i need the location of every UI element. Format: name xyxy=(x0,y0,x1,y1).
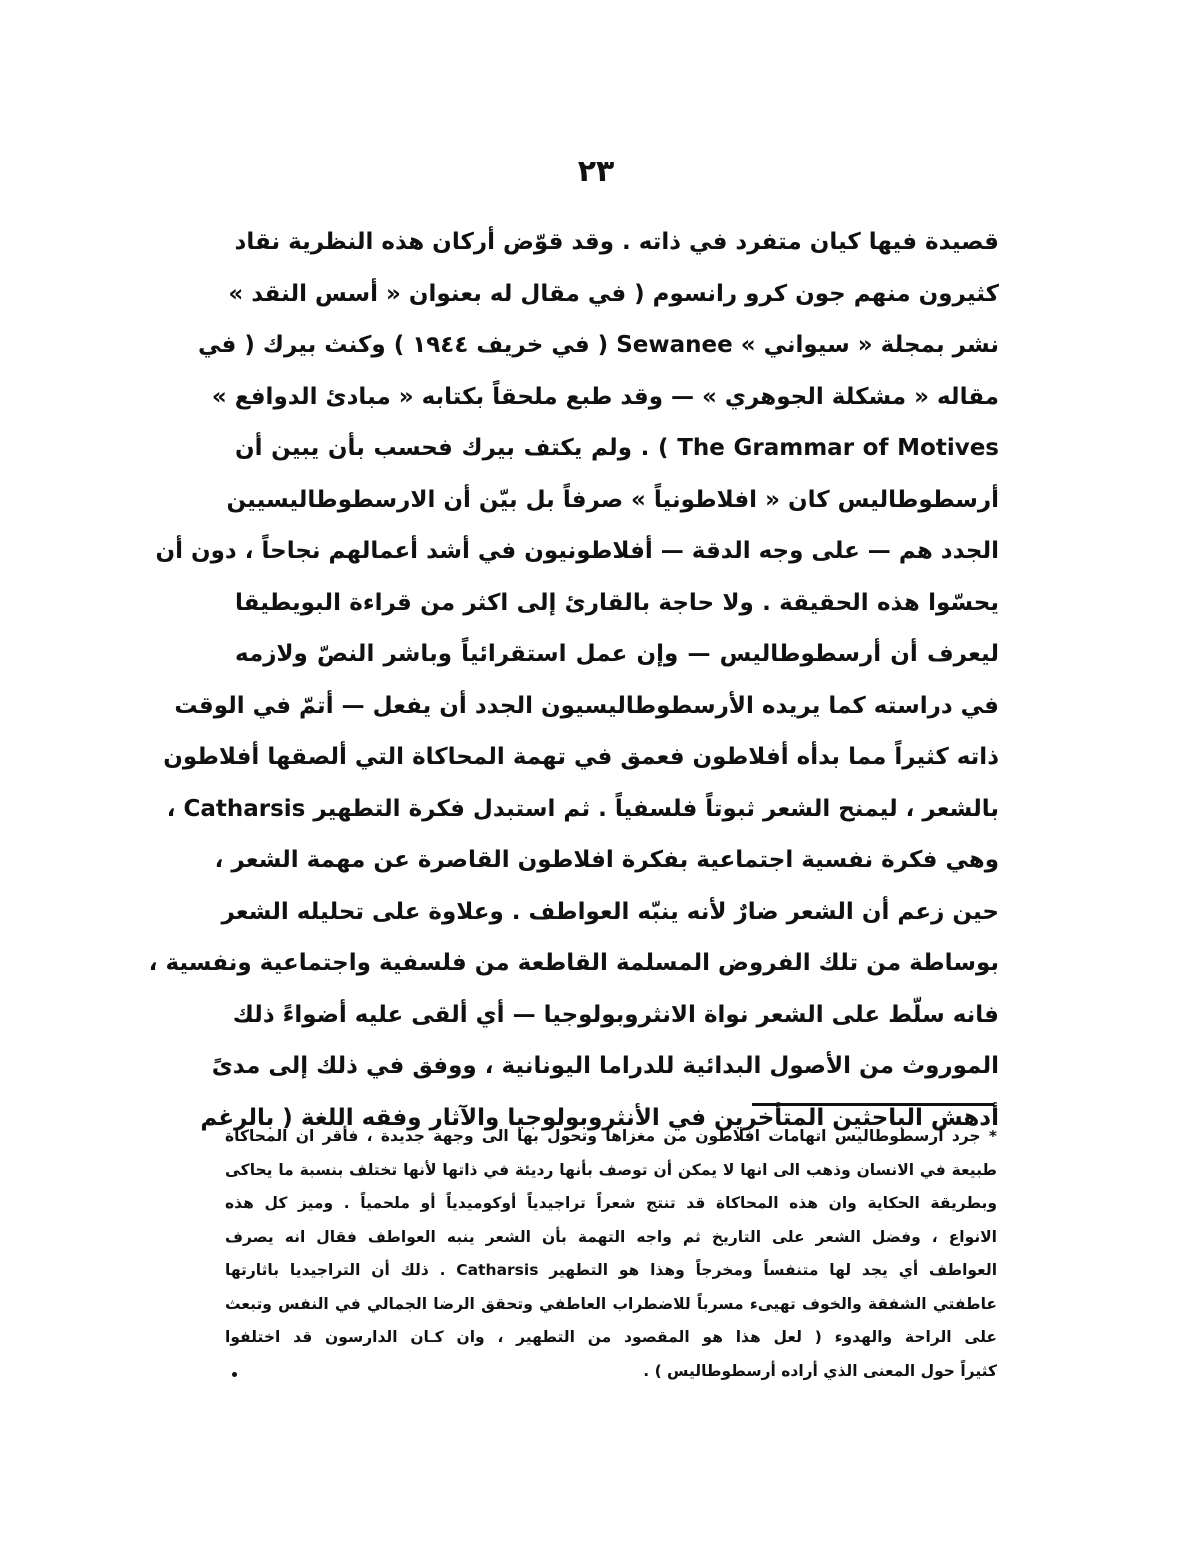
footnote-line: العواطف أي يجد لها متنفساً ومخرجاً وهذا هو التطهير Catharsis . ذلك أن التراجيديا باثارتها xyxy=(225,1261,998,1279)
main-text xyxy=(148,217,999,1144)
text-line: فانه سلّط على الشعر نواة الانثروبولوجيا — أي ألقى عليه أضواءً ذلك xyxy=(232,1001,999,1028)
text-line: يحسّوا هذه الحقيقة . ولا حاجة بالقارئ إلى اكثر من قراءة البويطيقا xyxy=(235,589,999,616)
text-line: وهي فكرة نفسية اجتماعية بفكرة افلاطون القاصرة عن مهمة الشعر ، xyxy=(214,847,999,873)
text-line: The Grammar of Motives ) . ولم يكتف بيرك فحسب بأن يبين أن xyxy=(235,435,999,461)
text-line: في دراسته كما يريده الأرسطوطاليسيون الجدد أن يفعل — أتمّ في الوقت xyxy=(174,692,999,719)
footnote-separator xyxy=(752,1103,994,1106)
page-number: ٢٣ xyxy=(577,154,615,189)
footnote-line: عاطفتي الشفقة والخوف تهيىء مسرباً للاضطراب العاطفي وتحقق الرضا الجمالي في النفس وتبعث xyxy=(225,1294,997,1313)
text-line: بالشعر ، ليمنح الشعر ثبوتاً فلسفياً . ثم استبدل فكرة التطهير Catharsis ، xyxy=(166,795,999,822)
text-line: بوساطة من تلك الفروض المسلمة القاطعة من فلسفية واجتماعية ونفسية ، xyxy=(148,950,999,976)
text-line: حين زعم أن الشعر ضارٌ لأنه ينبّه العواطف . وعلاوة على تحليله الشعر xyxy=(221,898,999,925)
text-line: الجدد هم — على وجه الدقة — أفلاطونيون في أشد أعمالهم نجاحاً ، دون أن xyxy=(155,538,999,564)
footnote-line: كثيراً حول المعنى الذي أراده أرسطوطاليس ) . xyxy=(643,1361,997,1380)
footnote-line: طبيعة في الانسان وذهب الى انها لا يمكن أن توصف بأنها رديئة في ذاتها لأنها تختلف بنسبة ما يحاكى xyxy=(225,1160,997,1179)
footnote-line: على الراحة والهدوء ( لعل هذا هو المقصود من التطهير ، وان كـان الدارسون قد اختلفوا xyxy=(225,1328,997,1346)
footnote-line: * جرد أرسطوطاليس اتهامات افلاطون من مغزاها وتحول بها الى وجهة جديدة ، فأقر ان المحاكاة xyxy=(225,1127,997,1145)
text-line: ليعرف أن أرسطوطاليس — وإن عمل استقرائياً وباشر النصّ ولازمه xyxy=(235,641,999,667)
text-line: قصيدة فيها كيان متفرد في ذاته . وقد قوّض أركان هذه النظرية نقاد xyxy=(234,229,999,255)
text-line: كثيرون منهم جون كرو رانسوم ( في مقال له بعنوان « أسس النقد » xyxy=(228,280,999,307)
footnote-line: الانواع ، وفضل الشعر على التاريخ ثم واجه التهمة بأن الشعر ينبه العواطف فقال انه يصرف xyxy=(225,1227,997,1246)
text-line: مقاله « مشكلة الجوهري » — وقد طبع ملحقاً بكتابه « مبادئ الدوافع » xyxy=(211,383,999,410)
ink-dot xyxy=(232,1372,237,1377)
text-line: الموروث من الأصول البدائية للدراما اليونانية ، ووفق في ذلك إلى مدىً xyxy=(211,1053,999,1079)
text-line: أدهش الباحثين المتأخرين في الأنثروبولوجيا والآثار وفقه اللغة ( بالرغم xyxy=(200,1104,999,1131)
footnote-line: وبطريقة الحكاية وان هذه المحاكاة قد تنتج شعراً تراجيدياً أوكوميدياً أو ملحمياً . وميز كل هذه xyxy=(225,1194,997,1212)
text-line: نشر بمجلة « سيواني » Sewanee ( في خريف ١٩٤٤ ) وكنث بيرك ( في xyxy=(198,332,999,358)
text-line: ذاته كثيراً مما بدأه أفلاطون فعمق في تهمة المحاكاة التي ألصقها أفلاطون xyxy=(163,744,999,770)
text-line: أرسطوطاليس كان « افلاطونياً » صرفاً بل بيّن أن الارسطوطاليسيين xyxy=(226,486,999,513)
footnote-block xyxy=(225,1120,997,1388)
